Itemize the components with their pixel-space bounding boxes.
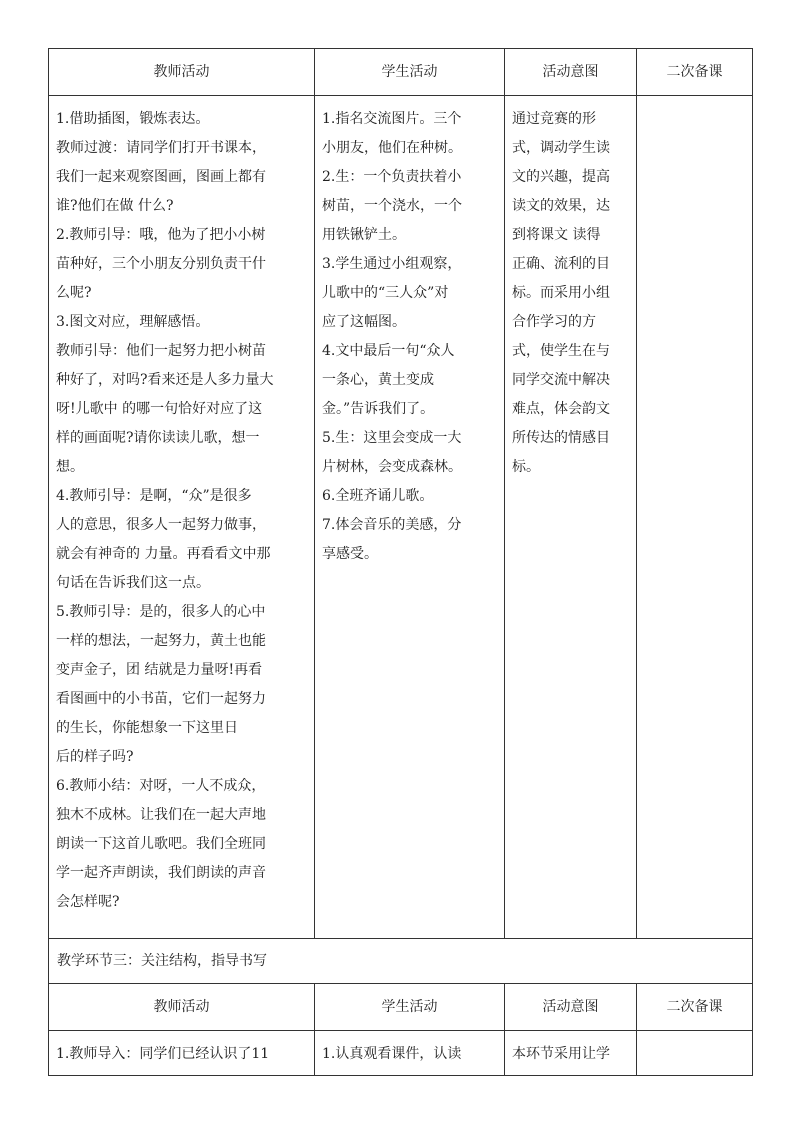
teacher-activity-line: 6.教师小结：对呀，一人不成众，: [56, 778, 266, 794]
teacher-activity-line: 人的意思，很多人一起努力做事，: [56, 517, 266, 533]
student-activity-line: 5.生：这里会变成一大: [322, 430, 462, 446]
activity-intent-line: 通过竞赛的形: [512, 111, 596, 127]
teacher-activity-line: 独木不成林。让我们在一起大声地: [56, 807, 266, 823]
activity-intent-cell-2: [505, 1031, 637, 1076]
activity-intent-line: 难点，体会韵文: [512, 401, 610, 417]
student-activity-line: 1.指名交流图片。三个: [322, 111, 462, 127]
teacher-activity-line: 一样的想法，一起努力，黄土也能: [56, 633, 266, 649]
student-activity-cell: [315, 96, 505, 939]
student-activity-line: 小朋友，他们在种树。: [322, 140, 462, 156]
activity-intent-line: 正确、流利的目: [512, 256, 610, 272]
student-activity-line: 3.学生通过小组观察，: [322, 256, 462, 272]
student-activity-line: 4.文中最后一句“众人: [322, 343, 455, 359]
content-row-2: [49, 1031, 753, 1076]
header-activity-intent: 活动意图: [505, 49, 637, 96]
student-activity-line: 7.体会音乐的美感，分: [322, 517, 462, 533]
teacher-activity-line: 会怎样呢?: [56, 894, 120, 910]
header-second-preparation-2: 二次备课: [637, 984, 753, 1031]
teacher-activity-line: 苗种好，三个小朋友分别负责干什: [56, 256, 266, 272]
student-activity-line: 享感受。: [322, 546, 378, 562]
teacher-activity-line: 2.教师引导：哦，他为了把小小树: [56, 227, 266, 243]
student-activity-line: 片树林，会变成森林。: [322, 459, 462, 475]
teacher-activity-line: 我们一起来观察图画，图画上都有: [56, 169, 266, 185]
activity-intent-line: 标。而采用小组: [512, 285, 610, 301]
header-row-2: [49, 984, 753, 1031]
header-row: [49, 49, 753, 96]
student-activity-line: 6.全班齐诵儿歌。: [322, 488, 434, 504]
header-activity-intent-2: 活动意图: [505, 984, 637, 1031]
section-3-title: 教学环节三：关注结构，指导书写: [49, 939, 753, 984]
teacher-activity-line: 呀!儿歌中 的哪一句恰好对应了这: [56, 401, 263, 417]
student-activity-line: 金。”告诉我们了。: [322, 401, 435, 417]
teacher-activity-line: 教师过渡：请同学们打开书课本，: [56, 140, 266, 156]
activity-intent-line: 读文的效果，达: [512, 198, 610, 214]
header-teacher-activity: 教师活动: [49, 49, 315, 96]
content-row: [49, 96, 753, 939]
activity-intent-line: 所传达的情感目: [512, 430, 610, 446]
teacher-activity-line: 学一起齐声朗读，我们朗读的声音: [56, 865, 266, 881]
activity-intent-line: 文的兴趣，提高: [512, 169, 610, 185]
teacher-activity-line: 么呢?: [56, 285, 92, 301]
student-activity-line: 用铁锹铲土。: [322, 227, 406, 243]
teacher-activity-cell-2: [49, 1031, 315, 1076]
teacher-activity-line: 5.教师引导：是的，很多人的心中: [56, 604, 266, 620]
header-second-preparation: 二次备课: [637, 49, 753, 96]
student-activity-line: 树苗，一个浇水，一个: [322, 198, 462, 214]
activity-intent-line: 式，调动学生读: [512, 140, 610, 156]
activity-intent-line: 到将课文 读得: [512, 227, 601, 243]
teacher-activity-line: 种好了，对吗?看来还是人多力量大: [56, 372, 274, 388]
teacher-activity-line: 后的样子吗?: [56, 749, 134, 765]
header-student-activity-2: 学生活动: [315, 984, 505, 1031]
activity-intent-line: 同学交流中解决: [512, 372, 610, 388]
teacher-activity-cell: [49, 96, 315, 939]
teacher-activity-line: 教师引导：他们一起努力把小树苗: [56, 343, 266, 359]
teacher-activity-line: 谁?他们在做 什么?: [56, 198, 174, 214]
student-activity-cell-2: [315, 1031, 505, 1076]
teacher-activity-line: 样的画面呢?请你读读儿歌，想一: [56, 430, 260, 446]
teacher-activity-line: 3.图文对应，理解感悟。: [56, 314, 210, 330]
header-student-activity: 学生活动: [315, 49, 505, 96]
teacher-activity-line: 4.教师引导：是啊，“众”是很多: [56, 488, 252, 504]
teacher-activity-line: 变声金子，团 结就是力量呀!再看: [56, 662, 263, 678]
second-preparation-cell: [637, 96, 753, 939]
activity-intent-line: 式，使学生在与: [512, 343, 610, 359]
teacher-line: 1.教师导入：同学们已经认识了11: [56, 1046, 270, 1062]
teacher-activity-line: 看图画中的小书苗，它们一起努力: [56, 691, 266, 707]
teacher-activity-line: 朗读一下这首儿歌吧。我们全班同: [56, 836, 266, 852]
teacher-activity-line: 句话在告诉我们这一点。: [56, 575, 210, 591]
teacher-activity-line: 1.借助插图，锻炼表达。: [56, 111, 210, 127]
student-activity-line: 应了这幅图。: [322, 314, 406, 330]
teacher-activity-line: 就会有神奇的 力量。再看看文中那: [56, 546, 271, 562]
activity-intent-line: 合作学习的方: [512, 314, 596, 330]
section-row: [49, 939, 753, 984]
activity-intent-cell: [505, 96, 637, 939]
student-line: 1.认真观看课件，认读: [322, 1046, 462, 1062]
header-teacher-activity-2: 教师活动: [49, 984, 315, 1031]
activity-intent-line: 标。: [512, 459, 540, 475]
student-activity-line: 一条心，黄土变成: [322, 372, 434, 388]
student-activity-line: 2.生：一个负责扶着小: [322, 169, 462, 185]
teacher-activity-line: 的生长，你能想象一下这里日: [56, 720, 238, 736]
student-activity-line: 儿歌中的“三人众”对: [322, 285, 449, 301]
second-preparation-cell-2: [637, 1031, 753, 1076]
lesson-plan-table: [48, 48, 753, 1076]
intent-line: 本环节采用让学: [512, 1046, 610, 1062]
teacher-activity-line: 想。: [56, 459, 84, 475]
